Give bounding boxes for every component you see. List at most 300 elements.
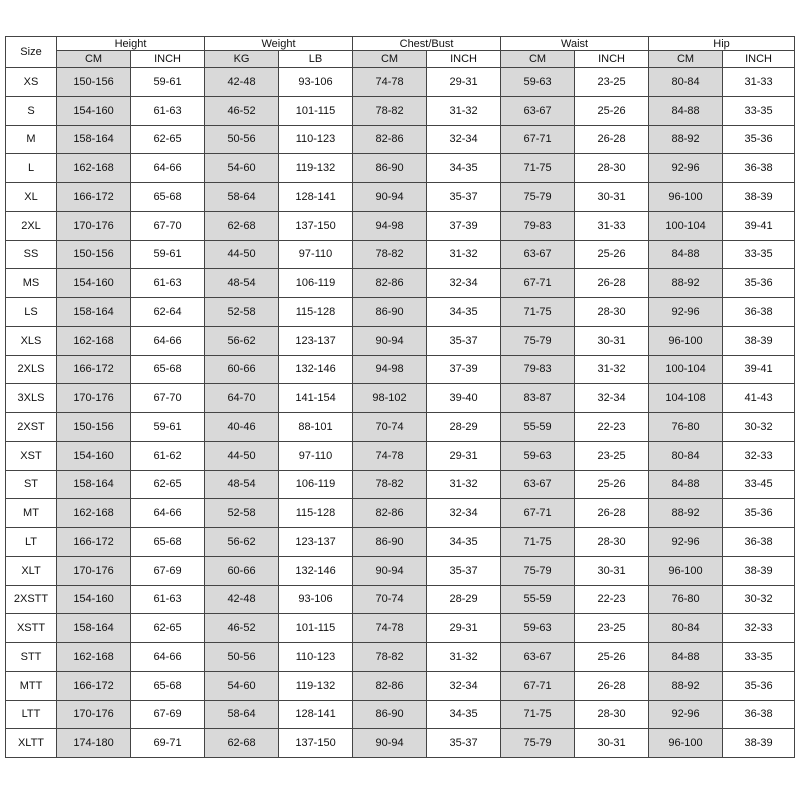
cell-weight-lb: 88-101: [279, 413, 353, 442]
cell-hip-inch: 33-35: [723, 96, 795, 125]
cell-size: XLT: [6, 556, 57, 585]
cell-chest-cm: 86-90: [353, 700, 427, 729]
cell-height-inch: 62-65: [131, 614, 205, 643]
cell-hip-cm: 88-92: [649, 125, 723, 154]
cell-weight-lb: 106-119: [279, 269, 353, 298]
cell-chest-cm: 90-94: [353, 556, 427, 585]
cell-chest-cm: 78-82: [353, 470, 427, 499]
table-row: [6, 68, 795, 97]
unit-header-weight-kg: KG: [205, 51, 279, 68]
cell-size: STT: [6, 643, 57, 672]
cell-chest-cm: 74-78: [353, 441, 427, 470]
cell-hip-cm: 80-84: [649, 68, 723, 97]
cell-waist-cm: 75-79: [501, 326, 575, 355]
table-row: [6, 154, 795, 183]
table-row: [6, 470, 795, 499]
cell-hip-inch: 38-39: [723, 183, 795, 212]
cell-weight-kg: 60-66: [205, 556, 279, 585]
group-header-waist: Waist: [501, 37, 649, 51]
cell-hip-inch: 39-41: [723, 211, 795, 240]
unit-header-weight-lb: LB: [279, 51, 353, 68]
cell-weight-kg: 44-50: [205, 240, 279, 269]
cell-weight-kg: 50-56: [205, 125, 279, 154]
cell-hip-inch: 39-41: [723, 355, 795, 384]
cell-height-cm: 150-156: [57, 413, 131, 442]
cell-size: 2XSTT: [6, 585, 57, 614]
cell-weight-lb: 101-115: [279, 96, 353, 125]
cell-chest-cm: 94-98: [353, 211, 427, 240]
table-row: [6, 556, 795, 585]
cell-chest-cm: 82-86: [353, 269, 427, 298]
cell-waist-cm: 75-79: [501, 183, 575, 212]
cell-waist-inch: 25-26: [575, 96, 649, 125]
cell-weight-lb: 137-150: [279, 729, 353, 758]
cell-chest-cm: 78-82: [353, 240, 427, 269]
cell-height-cm: 162-168: [57, 643, 131, 672]
cell-waist-cm: 59-63: [501, 614, 575, 643]
cell-hip-inch: 32-33: [723, 614, 795, 643]
cell-size: XL: [6, 183, 57, 212]
cell-weight-lb: 123-137: [279, 528, 353, 557]
cell-hip-cm: 80-84: [649, 614, 723, 643]
cell-weight-kg: 48-54: [205, 470, 279, 499]
cell-size: XST: [6, 441, 57, 470]
cell-height-inch: 67-70: [131, 384, 205, 413]
cell-waist-inch: 26-28: [575, 125, 649, 154]
cell-waist-cm: 71-75: [501, 298, 575, 327]
cell-chest-inch: 39-40: [427, 384, 501, 413]
cell-hip-inch: 38-39: [723, 729, 795, 758]
cell-height-cm: 162-168: [57, 154, 131, 183]
cell-height-cm: 154-160: [57, 441, 131, 470]
cell-waist-inch: 32-34: [575, 384, 649, 413]
cell-weight-kg: 54-60: [205, 154, 279, 183]
cell-chest-inch: 35-37: [427, 729, 501, 758]
table-row: [6, 585, 795, 614]
cell-chest-inch: 35-37: [427, 326, 501, 355]
cell-height-cm: 150-156: [57, 68, 131, 97]
cell-chest-cm: 78-82: [353, 643, 427, 672]
cell-hip-inch: 35-36: [723, 671, 795, 700]
cell-waist-cm: 71-75: [501, 154, 575, 183]
cell-height-inch: 65-68: [131, 183, 205, 212]
cell-hip-inch: 33-35: [723, 240, 795, 269]
unit-header-waist-inch: INCH: [575, 51, 649, 68]
group-header-height: Height: [57, 37, 205, 51]
table-row: [6, 499, 795, 528]
cell-waist-inch: 28-30: [575, 154, 649, 183]
cell-height-inch: 59-61: [131, 413, 205, 442]
table-row: [6, 355, 795, 384]
table-row: [6, 326, 795, 355]
table-row: [6, 298, 795, 327]
cell-hip-inch: 41-43: [723, 384, 795, 413]
cell-waist-cm: 75-79: [501, 729, 575, 758]
unit-header-height-inch: INCH: [131, 51, 205, 68]
table-row: [6, 441, 795, 470]
unit-header-chest-inch: INCH: [427, 51, 501, 68]
cell-weight-lb: 110-123: [279, 125, 353, 154]
unit-header-chest-cm: CM: [353, 51, 427, 68]
cell-waist-inch: 22-23: [575, 413, 649, 442]
cell-height-inch: 65-68: [131, 528, 205, 557]
cell-hip-cm: 84-88: [649, 96, 723, 125]
cell-waist-cm: 67-71: [501, 269, 575, 298]
cell-weight-kg: 52-58: [205, 499, 279, 528]
cell-hip-inch: 36-38: [723, 700, 795, 729]
cell-waist-cm: 59-63: [501, 441, 575, 470]
table-row: [6, 700, 795, 729]
cell-waist-cm: 55-59: [501, 413, 575, 442]
cell-height-inch: 64-66: [131, 154, 205, 183]
cell-chest-cm: 94-98: [353, 355, 427, 384]
cell-hip-cm: 92-96: [649, 700, 723, 729]
cell-height-inch: 64-66: [131, 326, 205, 355]
cell-chest-inch: 37-39: [427, 211, 501, 240]
unit-header-waist-cm: CM: [501, 51, 575, 68]
cell-weight-kg: 56-62: [205, 528, 279, 557]
cell-chest-cm: 78-82: [353, 96, 427, 125]
cell-height-inch: 59-61: [131, 240, 205, 269]
cell-height-inch: 67-70: [131, 211, 205, 240]
table-row: [6, 384, 795, 413]
group-header-hip: Hip: [649, 37, 795, 51]
cell-weight-kg: 42-48: [205, 585, 279, 614]
cell-weight-lb: 141-154: [279, 384, 353, 413]
unit-header-hip-inch: INCH: [723, 51, 795, 68]
cell-height-cm: 158-164: [57, 470, 131, 499]
cell-weight-lb: 93-106: [279, 585, 353, 614]
cell-hip-inch: 32-33: [723, 441, 795, 470]
cell-waist-cm: 83-87: [501, 384, 575, 413]
cell-weight-lb: 128-141: [279, 700, 353, 729]
cell-height-inch: 64-66: [131, 499, 205, 528]
cell-waist-inch: 28-30: [575, 298, 649, 327]
cell-size: MTT: [6, 671, 57, 700]
cell-hip-inch: 31-33: [723, 68, 795, 97]
cell-hip-inch: 30-32: [723, 585, 795, 614]
cell-weight-kg: 60-66: [205, 355, 279, 384]
cell-chest-inch: 28-29: [427, 413, 501, 442]
size-header: Size: [6, 37, 57, 68]
cell-weight-kg: 62-68: [205, 729, 279, 758]
cell-chest-inch: 34-35: [427, 298, 501, 327]
cell-chest-inch: 32-34: [427, 499, 501, 528]
cell-size: MS: [6, 269, 57, 298]
cell-height-cm: 166-172: [57, 355, 131, 384]
cell-hip-inch: 33-35: [723, 643, 795, 672]
table-row: [6, 614, 795, 643]
cell-height-cm: 166-172: [57, 183, 131, 212]
cell-hip-inch: 35-36: [723, 499, 795, 528]
cell-height-inch: 67-69: [131, 556, 205, 585]
cell-weight-lb: 101-115: [279, 614, 353, 643]
cell-height-inch: 67-69: [131, 700, 205, 729]
cell-hip-inch: 36-38: [723, 528, 795, 557]
cell-waist-inch: 26-28: [575, 499, 649, 528]
cell-hip-cm: 84-88: [649, 643, 723, 672]
table-row: [6, 240, 795, 269]
cell-chest-cm: 90-94: [353, 729, 427, 758]
cell-height-inch: 64-66: [131, 643, 205, 672]
cell-size: XLS: [6, 326, 57, 355]
size-chart-table: [5, 36, 795, 758]
cell-waist-inch: 30-31: [575, 556, 649, 585]
cell-hip-inch: 35-36: [723, 269, 795, 298]
cell-weight-lb: 93-106: [279, 68, 353, 97]
cell-height-inch: 61-62: [131, 441, 205, 470]
cell-height-inch: 62-65: [131, 125, 205, 154]
cell-hip-cm: 96-100: [649, 729, 723, 758]
cell-weight-lb: 123-137: [279, 326, 353, 355]
cell-weight-lb: 115-128: [279, 298, 353, 327]
cell-hip-cm: 92-96: [649, 154, 723, 183]
cell-chest-inch: 35-37: [427, 556, 501, 585]
cell-height-cm: 158-164: [57, 614, 131, 643]
table-row: [6, 269, 795, 298]
cell-weight-lb: 110-123: [279, 643, 353, 672]
cell-waist-inch: 23-25: [575, 614, 649, 643]
cell-height-cm: 158-164: [57, 298, 131, 327]
cell-size: 2XL: [6, 211, 57, 240]
cell-size: SS: [6, 240, 57, 269]
table-row: [6, 96, 795, 125]
cell-weight-kg: 46-52: [205, 614, 279, 643]
cell-weight-kg: 40-46: [205, 413, 279, 442]
cell-hip-inch: 30-32: [723, 413, 795, 442]
cell-waist-inch: 30-31: [575, 326, 649, 355]
cell-weight-kg: 58-64: [205, 700, 279, 729]
cell-chest-inch: 31-32: [427, 240, 501, 269]
cell-height-inch: 61-63: [131, 96, 205, 125]
cell-height-inch: 62-64: [131, 298, 205, 327]
cell-hip-cm: 88-92: [649, 499, 723, 528]
cell-waist-inch: 26-28: [575, 671, 649, 700]
cell-chest-cm: 70-74: [353, 413, 427, 442]
cell-waist-inch: 23-25: [575, 68, 649, 97]
cell-chest-cm: 82-86: [353, 671, 427, 700]
cell-hip-inch: 33-45: [723, 470, 795, 499]
cell-waist-inch: 31-32: [575, 355, 649, 384]
cell-hip-inch: 36-38: [723, 298, 795, 327]
table-row: [6, 183, 795, 212]
cell-chest-inch: 34-35: [427, 700, 501, 729]
cell-chest-inch: 29-31: [427, 441, 501, 470]
cell-hip-cm: 104-108: [649, 384, 723, 413]
cell-weight-lb: 128-141: [279, 183, 353, 212]
cell-hip-cm: 88-92: [649, 671, 723, 700]
cell-hip-cm: 84-88: [649, 240, 723, 269]
cell-waist-cm: 67-71: [501, 125, 575, 154]
cell-waist-inch: 26-28: [575, 269, 649, 298]
table-row: [6, 528, 795, 557]
cell-hip-inch: 36-38: [723, 154, 795, 183]
cell-height-cm: 154-160: [57, 269, 131, 298]
cell-hip-cm: 100-104: [649, 355, 723, 384]
cell-chest-cm: 82-86: [353, 499, 427, 528]
cell-chest-inch: 31-32: [427, 470, 501, 499]
cell-waist-cm: 79-83: [501, 355, 575, 384]
cell-waist-cm: 75-79: [501, 556, 575, 585]
cell-waist-cm: 59-63: [501, 68, 575, 97]
cell-size: 3XLS: [6, 384, 57, 413]
cell-height-inch: 62-65: [131, 470, 205, 499]
size-table-body: [6, 68, 795, 758]
cell-waist-inch: 30-31: [575, 729, 649, 758]
cell-height-cm: 158-164: [57, 125, 131, 154]
cell-hip-cm: 76-80: [649, 585, 723, 614]
table-row: [6, 729, 795, 758]
table-row: [6, 413, 795, 442]
cell-weight-lb: 97-110: [279, 240, 353, 269]
cell-waist-inch: 30-31: [575, 183, 649, 212]
cell-chest-cm: 86-90: [353, 298, 427, 327]
cell-chest-inch: 37-39: [427, 355, 501, 384]
cell-waist-inch: 25-26: [575, 240, 649, 269]
cell-size: LTT: [6, 700, 57, 729]
cell-height-inch: 59-61: [131, 68, 205, 97]
cell-chest-inch: 34-35: [427, 528, 501, 557]
cell-chest-inch: 29-31: [427, 68, 501, 97]
cell-waist-inch: 25-26: [575, 470, 649, 499]
table-row: [6, 643, 795, 672]
cell-height-cm: 154-160: [57, 585, 131, 614]
header-row-groups: [6, 37, 795, 51]
cell-hip-inch: 38-39: [723, 556, 795, 585]
cell-size: 2XST: [6, 413, 57, 442]
cell-chest-inch: 31-32: [427, 643, 501, 672]
cell-waist-inch: 25-26: [575, 643, 649, 672]
cell-height-cm: 162-168: [57, 499, 131, 528]
cell-waist-cm: 71-75: [501, 528, 575, 557]
cell-hip-cm: 76-80: [649, 413, 723, 442]
cell-chest-cm: 86-90: [353, 154, 427, 183]
cell-size: S: [6, 96, 57, 125]
cell-chest-inch: 35-37: [427, 183, 501, 212]
cell-chest-cm: 70-74: [353, 585, 427, 614]
cell-chest-inch: 32-34: [427, 125, 501, 154]
cell-waist-inch: 28-30: [575, 700, 649, 729]
cell-weight-kg: 56-62: [205, 326, 279, 355]
cell-hip-cm: 88-92: [649, 269, 723, 298]
group-header-weight: Weight: [205, 37, 353, 51]
cell-waist-cm: 67-71: [501, 671, 575, 700]
cell-chest-cm: 86-90: [353, 528, 427, 557]
cell-weight-lb: 97-110: [279, 441, 353, 470]
cell-height-cm: 166-172: [57, 528, 131, 557]
cell-chest-cm: 74-78: [353, 614, 427, 643]
cell-height-cm: 170-176: [57, 211, 131, 240]
cell-waist-cm: 67-71: [501, 499, 575, 528]
cell-height-inch: 61-63: [131, 585, 205, 614]
cell-chest-cm: 74-78: [353, 68, 427, 97]
cell-chest-inch: 34-35: [427, 154, 501, 183]
cell-height-inch: 65-68: [131, 355, 205, 384]
cell-height-inch: 69-71: [131, 729, 205, 758]
cell-size: XLTT: [6, 729, 57, 758]
cell-chest-inch: 28-29: [427, 585, 501, 614]
cell-size: XS: [6, 68, 57, 97]
cell-height-cm: 162-168: [57, 326, 131, 355]
cell-waist-inch: 22-23: [575, 585, 649, 614]
cell-weight-kg: 42-48: [205, 68, 279, 97]
cell-size: XSTT: [6, 614, 57, 643]
cell-height-cm: 154-160: [57, 96, 131, 125]
cell-size: LT: [6, 528, 57, 557]
cell-waist-cm: 63-67: [501, 240, 575, 269]
cell-waist-cm: 63-67: [501, 643, 575, 672]
cell-size: LS: [6, 298, 57, 327]
cell-chest-inch: 29-31: [427, 614, 501, 643]
cell-size: L: [6, 154, 57, 183]
cell-chest-cm: 90-94: [353, 326, 427, 355]
cell-waist-cm: 55-59: [501, 585, 575, 614]
cell-weight-lb: 137-150: [279, 211, 353, 240]
cell-weight-kg: 48-54: [205, 269, 279, 298]
cell-weight-kg: 52-58: [205, 298, 279, 327]
unit-header-height-cm: CM: [57, 51, 131, 68]
cell-weight-lb: 106-119: [279, 470, 353, 499]
cell-weight-lb: 132-146: [279, 355, 353, 384]
cell-waist-inch: 28-30: [575, 528, 649, 557]
cell-height-inch: 65-68: [131, 671, 205, 700]
table-row: [6, 125, 795, 154]
cell-weight-lb: 115-128: [279, 499, 353, 528]
cell-waist-inch: 31-33: [575, 211, 649, 240]
cell-waist-cm: 79-83: [501, 211, 575, 240]
cell-chest-inch: 32-34: [427, 269, 501, 298]
cell-chest-inch: 31-32: [427, 96, 501, 125]
cell-chest-inch: 32-34: [427, 671, 501, 700]
group-header-chest-bust: Chest/Bust: [353, 37, 501, 51]
cell-weight-kg: 44-50: [205, 441, 279, 470]
cell-waist-inch: 23-25: [575, 441, 649, 470]
cell-height-cm: 170-176: [57, 700, 131, 729]
cell-weight-lb: 119-132: [279, 671, 353, 700]
header-row-units: [6, 51, 795, 68]
cell-waist-cm: 63-67: [501, 470, 575, 499]
cell-chest-cm: 82-86: [353, 125, 427, 154]
cell-waist-cm: 63-67: [501, 96, 575, 125]
cell-size: ST: [6, 470, 57, 499]
cell-hip-cm: 84-88: [649, 470, 723, 499]
cell-hip-cm: 92-96: [649, 528, 723, 557]
cell-size: MT: [6, 499, 57, 528]
cell-weight-kg: 64-70: [205, 384, 279, 413]
cell-hip-inch: 35-36: [723, 125, 795, 154]
cell-weight-kg: 50-56: [205, 643, 279, 672]
cell-weight-kg: 58-64: [205, 183, 279, 212]
cell-weight-lb: 119-132: [279, 154, 353, 183]
cell-chest-cm: 98-102: [353, 384, 427, 413]
cell-height-cm: 150-156: [57, 240, 131, 269]
cell-height-cm: 170-176: [57, 556, 131, 585]
cell-hip-cm: 92-96: [649, 298, 723, 327]
cell-weight-lb: 132-146: [279, 556, 353, 585]
cell-size: 2XLS: [6, 355, 57, 384]
cell-height-inch: 61-63: [131, 269, 205, 298]
cell-hip-cm: 80-84: [649, 441, 723, 470]
unit-header-hip-cm: CM: [649, 51, 723, 68]
cell-hip-cm: 96-100: [649, 183, 723, 212]
cell-hip-cm: 96-100: [649, 326, 723, 355]
cell-size: M: [6, 125, 57, 154]
cell-height-cm: 170-176: [57, 384, 131, 413]
cell-weight-kg: 46-52: [205, 96, 279, 125]
cell-height-cm: 174-180: [57, 729, 131, 758]
table-row: [6, 211, 795, 240]
table-row: [6, 671, 795, 700]
